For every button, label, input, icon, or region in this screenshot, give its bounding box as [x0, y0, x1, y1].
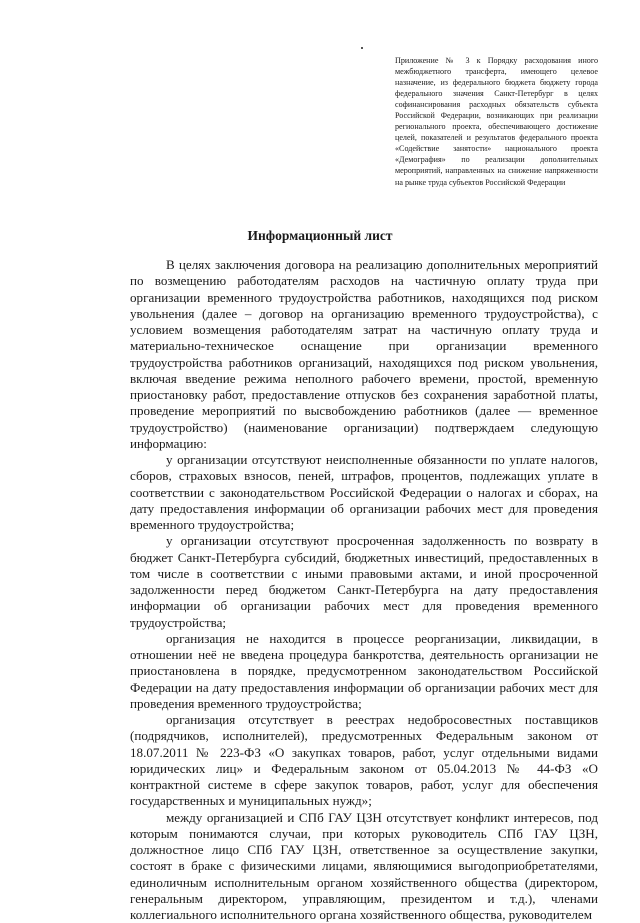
paragraph-intro: В целях заключения договора на реализацию дополнительных мероприятий по возмещению работодателям расходов на частичную оплату труда при организации временного трудоустройства работников, находящихся под риском увольнения (далее – договор на организацию временного трудоустройства), с условием возмещения работодателям затрат на частичную оплату труда и материально-техническое оснащение при организации временного трудоустройства работников организаций, находящихся под риском увольнения, включая введение режима неполного рабочего времени, простой, временную приостановку работ, предоставление отпусков без сохранения заработной платы, проведение мероприятий по высвобождению работников (далее — временное трудоустройство) (наименование организации) подтверждаем следующую информацию:: [130, 257, 598, 452]
paragraph-taxes: у организации отсутствуют неисполненные обязанности по уплате налогов, сборов, страховых взносов, пеней, штрафов, процентов, подлежащих уплате в соответствии с законодательством Российской Федерации о налогах и сборах, на дату предоставления информации об организации рабочих мест для проведения временного трудоустройства;: [130, 452, 598, 533]
appendix-note: Приложение № 3 к Порядку расходования иного межбюджетного трансферта, имеющего целевое назначение, из федерального бюджета бюджету города федерального значения Санкт-Петербург в целях софинансирования расходных обязательств субъекта Российской Федерации, возникающих при реализации регионального проекта, обеспечивающего достижение целей, показателей и результатов федерального проекта «Содействие занятости» национального проекта «Демография» по реализации дополнительных мероприятий, направленных на снижение напряженности на рынке труда субъектов Российской Федерации: [395, 55, 598, 188]
paragraph-registries: организация отсутствует в реестрах недобросовестных поставщиков (подрядчиков, исполнителей), предусмотренных Федеральным законом от 18.07.2011 № 223-ФЗ «О закупках товаров, работ, услуг отдельными видами юридических лиц» и Федеральным законом от 05.04.2013 № 44-ФЗ «О контрактной системе в сфере закупок товаров, работ, услуг для обеспечения государственных и муниципальных нужд»;: [130, 712, 598, 810]
document-body: [130, 257, 598, 923]
paragraph-reorganization: организация не находится в процессе реорганизации, ликвидации, в отношении неё не введена процедура банкротства, деятельность организации не приостановлена в порядке, предусмотренном законодательством Российской Федерации на дату предоставления информации об организации рабочих мест для проведения временного трудоустройства;: [130, 631, 598, 712]
paragraph-budget-debt: у организации отсутствуют просроченная задолженность по возврату в бюджет Санкт-Петербурга субсидий, бюджетных инвестиций, предоставленных в том числе в соответствии с иными правовыми актами, и иной просроченной задолженности перед бюджетом Санкт-Петербурга на дату предоставления информации об организации рабочих мест для проведения временного трудоустройства;: [130, 533, 598, 631]
paragraph-conflict-of-interest: между организацией и СПб ГАУ ЦЗН отсутствует конфликт интересов, под которым понимаются случаи, при которых руководитель СПб ГАУ ЦЗН, должностное лицо СПб ГАУ ЦЗН, ответственное за осуществление закупки, состоят в браке с физическими лицами, являющимися выгодоприобретателями, единоличным исполнительным органом хозяйственного общества (директором, генеральным директором, управляющим, президентом и т.д.), членами коллегиального исполнительного органа хозяйственного общества, руководителем: [130, 810, 598, 923]
scan-speck: [361, 47, 363, 49]
document-title: Информационный лист: [0, 228, 640, 244]
